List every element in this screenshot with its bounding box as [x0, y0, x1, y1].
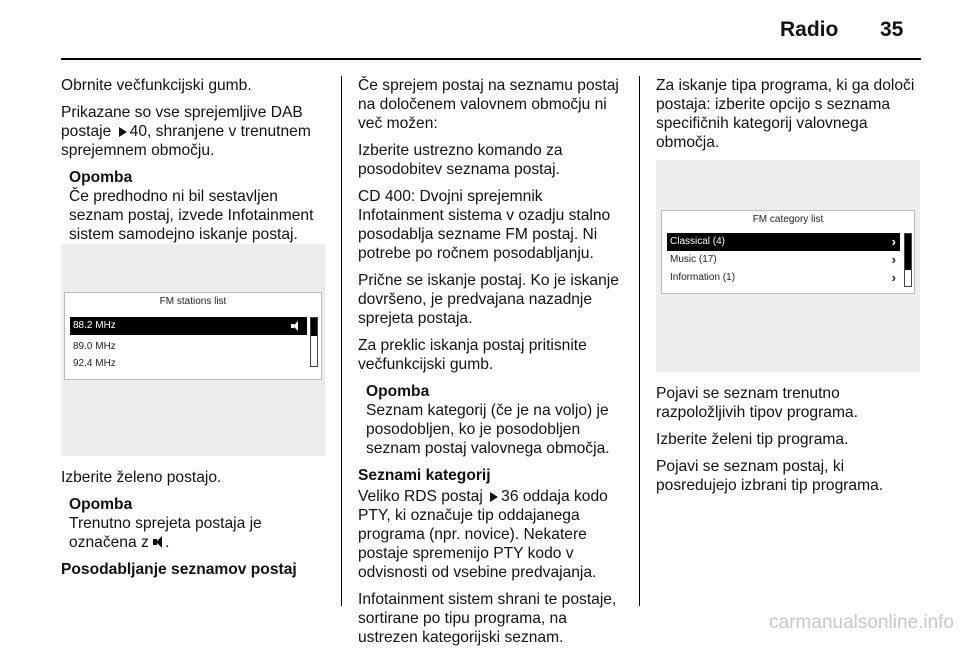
column-3-lower	[656, 384, 921, 503]
paragraph: CD 400: Dvojni sprejemnik Infotainment sistema v ozadju stalno posodablja sezname FM postaj. Ni potrebe po ročnem posodabljanju.	[358, 188, 611, 262]
text-span: Veliko RDS postaj	[358, 488, 483, 505]
list-item[interactable]	[667, 251, 900, 269]
list-item-label: Music (17)	[670, 254, 717, 265]
note-box	[358, 382, 626, 458]
note-text: Seznam kategorij (če je na voljo) je posodobljen, ko je posodobljen seznam postaj valovnega območja.	[366, 402, 610, 457]
list-item-label: 88.2 MHz	[73, 320, 116, 331]
header-divider	[61, 58, 921, 60]
paragraph: Pojavi se seznam postaj, ki posredujejo izbrani tip programa.	[656, 458, 884, 494]
paragraph: Obrnite večfunkcijski gumb.	[61, 77, 252, 94]
list-item-label: 89.0 MHz	[73, 341, 116, 352]
paragraph: Izberite želeno postajo.	[61, 469, 222, 486]
watermark	[0, 612, 960, 634]
scrollbar[interactable]	[310, 317, 318, 367]
note-box	[61, 495, 326, 552]
note-title: Opomba	[366, 383, 430, 400]
watermark-text: carmanualsonline.info	[769, 612, 954, 633]
column-1	[61, 76, 326, 252]
list-item-label: Information (1)	[670, 272, 736, 283]
display-screenshot-fm-stations	[61, 244, 325, 456]
chevron-right-icon: ›	[891, 234, 896, 249]
paragraph	[61, 103, 326, 160]
chevron-right-icon: ›	[891, 252, 896, 267]
screen-title: FM category list	[752, 214, 824, 225]
scrollbar-thumb[interactable]	[311, 318, 317, 336]
paragraph: Izberite ustrezno komando za posodobitev seznama postaj.	[358, 142, 563, 178]
display-screen	[661, 210, 915, 294]
paragraph: Prične se iskanje postaj. Ko je iskanje dovršeno, je predvajana nazadnje sprejeta postaja.	[358, 272, 619, 327]
column-3	[656, 76, 921, 160]
list-item-label: 92.4 MHz	[73, 358, 116, 369]
paragraph: Pojavi se seznam trenutno razpoložljivih tipov programa.	[656, 385, 858, 421]
paragraph: Infotainment sistem shrani te postaje, sortirane po tipu programa, na ustrezen kategorijski seznam.	[358, 591, 617, 646]
paragraph: Če sprejem postaj na seznamu postaj na določenem valovnem območju ni več možen:	[358, 77, 619, 132]
note-text: Če predhodno ni bil sestavljen seznam postaj, izvede Infotainment sistem samodejno iskanje postaj.	[69, 188, 314, 243]
page-reference-arrow-icon	[490, 492, 498, 502]
paragraph: Za iskanje tipa programa, ki ga določi postaja: izberite opcijo s seznama specifičnih kategorij valovnega območja.	[656, 77, 915, 151]
note-title: Opomba	[69, 169, 133, 186]
page-number: 35	[880, 18, 904, 41]
text-span: Prikazane so vse sprejemljive DAB postaje	[61, 104, 303, 140]
chevron-right-icon: ›	[891, 270, 896, 285]
column-1-lower	[61, 468, 326, 581]
paragraph: Izberite želeni tip programa.	[656, 431, 849, 448]
column-divider	[341, 76, 342, 606]
list-item-label: Classical (4)	[670, 236, 726, 247]
list-item[interactable]	[667, 269, 900, 287]
text-span: 36 oddaja kodo PTY, ki označuje tip oddajanega programa (npr. novice). Nekatere postaje spremenijo PTY kodo v odvisnosti od vsebine predvajanja.	[358, 488, 608, 581]
list-item[interactable]	[70, 338, 307, 356]
note-text: Trenutno sprejeta postaja je označena z .	[69, 515, 262, 551]
note-box	[61, 168, 326, 244]
list-item[interactable]	[667, 233, 900, 251]
section-heading: Seznami kategorij	[358, 467, 491, 484]
note-title: Opomba	[69, 496, 133, 513]
page-reference-arrow-icon	[119, 127, 127, 137]
paragraph: Za preklic iskanja postaj pritisnite večfunkcijski gumb.	[358, 337, 587, 373]
column-2	[358, 76, 626, 655]
scrollbar-thumb[interactable]	[905, 234, 911, 270]
scrollbar[interactable]	[904, 233, 912, 287]
speaker-icon	[153, 536, 165, 548]
screen-title: FM stations list	[159, 296, 227, 307]
list-item[interactable]	[70, 317, 307, 335]
display-screen	[64, 292, 322, 380]
speaker-icon	[291, 321, 301, 331]
list-item[interactable]	[70, 355, 307, 373]
column-divider	[639, 76, 640, 606]
display-screenshot-fm-categories	[656, 160, 920, 372]
text-span: Trenutno sprejeta postaja je označena z	[69, 515, 262, 551]
page-title: Radio	[780, 18, 839, 41]
section-heading: Posodabljanje seznamov postaj	[61, 561, 297, 578]
text-span: 40, shranjene v trenutnem sprejemnem območju.	[61, 123, 311, 159]
paragraph	[358, 487, 626, 582]
